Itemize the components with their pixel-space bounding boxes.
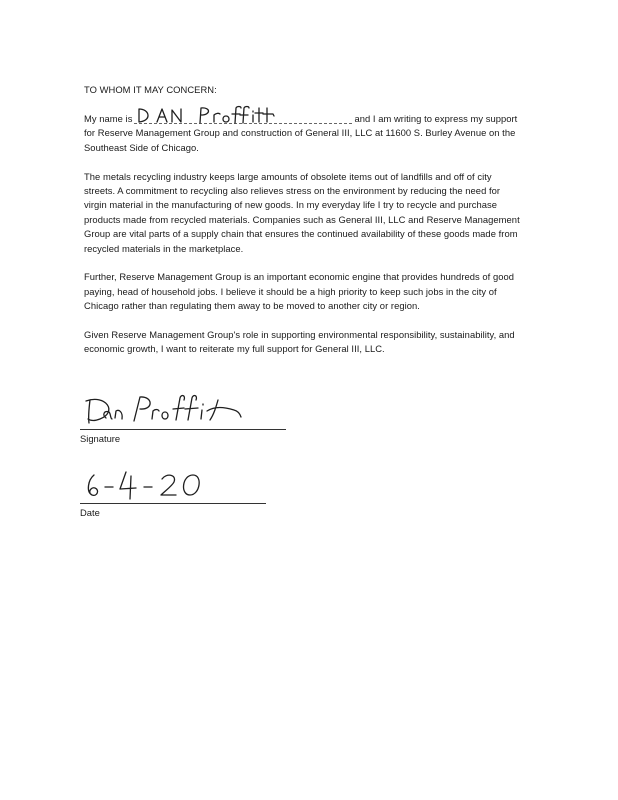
date-block [80, 462, 290, 519]
handwritten-name [134, 103, 352, 127]
handwritten-signature [80, 388, 290, 430]
date-line [80, 503, 266, 504]
intro-first-line [84, 113, 517, 124]
signature-area [80, 388, 290, 430]
signature-line [80, 429, 286, 430]
name-field [134, 112, 352, 126]
intro-prefix: My name is [84, 112, 133, 124]
signature-caption: Signature [80, 433, 121, 444]
date-caption: Date [80, 507, 100, 518]
salutation: TO WHOM IT MAY CONCERN: [84, 84, 217, 95]
paragraph-jobs: Further, Reserve Management Group is an important economic engine that provides hundreds of good paying, head of household jobs. I believe it should be a high priority to keep such jobs in the city of Chicago rather than regulating them away to be moved to another city or region. [84, 271, 515, 312]
paragraph-support: Given Reserve Management Group's role in supporting environmental responsibility, sustainability, and economic growth, I want to reiterate my full support for General III, LLC. [84, 328, 515, 355]
intro-rest: for Reserve Management Group and construction of General III, LLC at 11600 S. Burley Avenue on the Southeast Side of Chicago. [84, 127, 516, 153]
intro-suffix: and I am writing to express my support [354, 112, 518, 124]
date-area [80, 462, 290, 504]
handwritten-date [80, 462, 290, 504]
signature-block [80, 388, 290, 445]
paragraph-recycling: The metals recycling industry keeps large amounts of obsolete items out of landfills and off of city streets. A commitment to recycling also relieves stress on the environment by reducing the need for virgin material in the manufacturing of new goods. In my everyday life I try to recycle and purchase products made from recycled materials. Companies such as General III, LLC and Reserve Management Group are vital parts of a supply chain that ensures the continued availability of these goods made from recycled materials in the marketplace. [84, 170, 520, 254]
letter-body [84, 83, 524, 371]
intro-paragraph [84, 112, 524, 155]
